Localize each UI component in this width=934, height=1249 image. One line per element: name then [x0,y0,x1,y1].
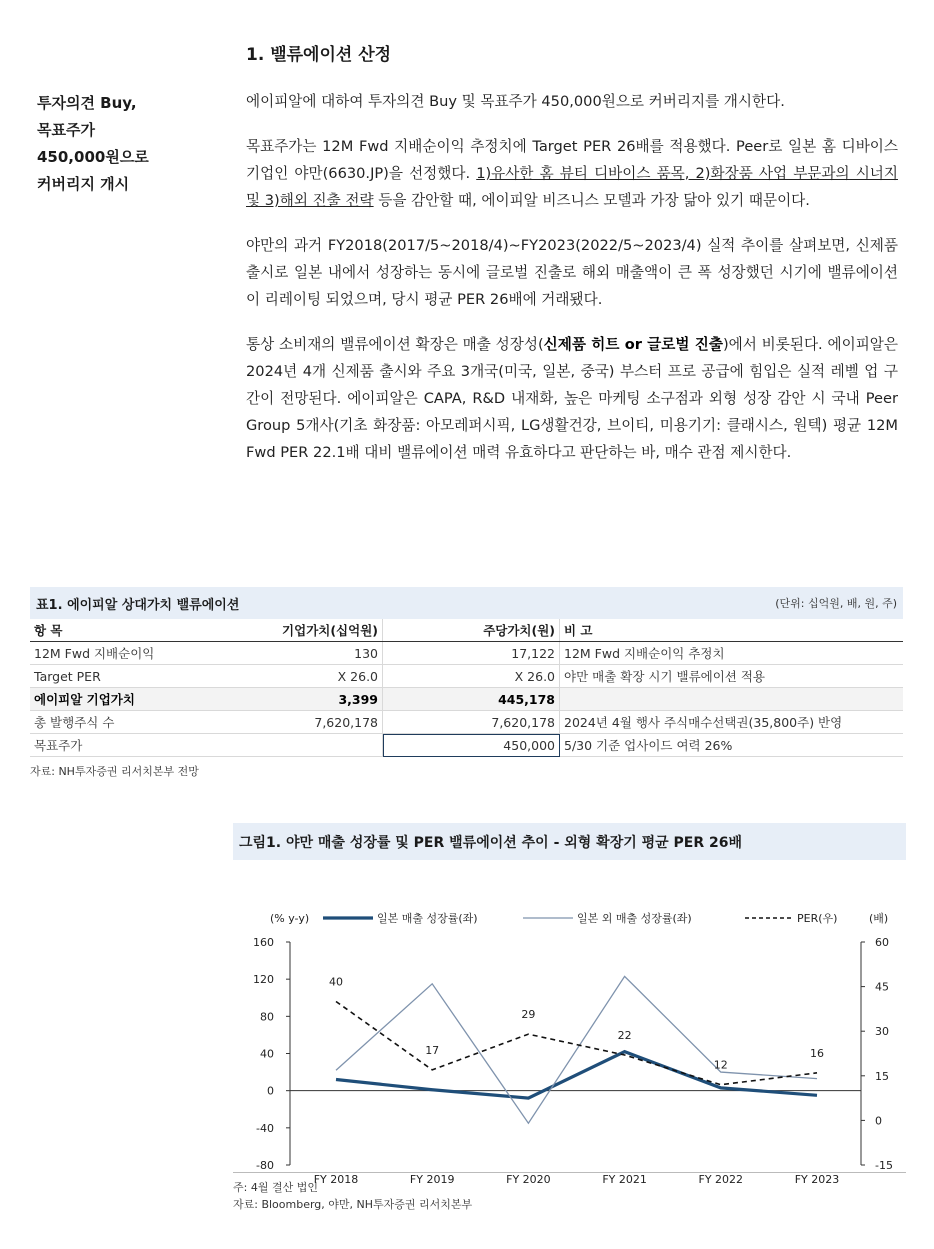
table-row-highlight [30,688,903,711]
x-tick-label: FY 2022 [698,1173,744,1186]
right-axis-title: (배) [869,912,889,925]
table-cell: 7,620,178 [252,711,383,734]
data-label: 16 [810,1046,824,1060]
data-label: 22 [617,1028,632,1042]
data-label: 29 [521,1008,536,1022]
paragraph-2-underlined: 1)유사한 홈 뷰티 디바이스 품목, 2)화장품 사업 부문과의 시너지 및 3)해외 진출 전략 [246,165,898,209]
table-cell: 2024년 4월 행사 주식매수선택권(35,800주) 반영 [560,711,904,734]
table-cell: 총 발행주식 수 [30,711,252,734]
table-cell: 130 [252,642,383,665]
left-tick-label: 160 [253,936,274,949]
left-tick-label: 0 [267,1084,274,1098]
right-tick-label: 0 [875,1114,882,1128]
series-line-2 [336,1001,817,1084]
line-chart [233,860,906,1186]
left-tick-label: 80 [260,1010,274,1024]
table-cell: 445,178 [383,688,560,711]
table-title: 표1. 에이피알 상대가치 밸류에이션 [36,597,240,613]
table-cell: 5/30 기준 업사이드 여력 26% [560,734,904,757]
chart-title: 그림1. 야만 매출 성장률 및 PER 밸류에이션 추이 - 외형 확장기 평균 PER 26배 [233,823,906,860]
section-title: 1. 밸류에이션 산정 [246,45,392,65]
left-axis-title: (% y-y) [270,912,310,925]
data-label: 12 [713,1058,728,1072]
x-tick-label: FY 2021 [602,1173,647,1186]
table-cell: 12M Fwd 지배순이익 [30,642,252,665]
x-tick-label: FY 2023 [794,1173,840,1186]
table-row [30,642,903,665]
left-tick-label: -80 [256,1159,274,1172]
legend-label-0: 일본 매출 성장률(좌) [377,912,478,925]
x-tick-label: FY 2020 [506,1173,551,1186]
valuation-table-block [30,587,903,779]
side-heading: 투자의견 Buy, 목표주가 450,000원으로 커버리지 개시 [37,94,149,193]
right-tick-label: 60 [875,936,889,949]
table-header-row [30,619,903,642]
right-tick-label: 30 [875,1025,889,1039]
right-tick-label: 45 [875,980,889,994]
series-line-1 [336,976,817,1123]
table-cell: 3,399 [252,688,383,711]
right-tick-label: 15 [875,1069,889,1083]
table-cell: Target PER [30,665,252,688]
paragraph-2 [246,133,898,214]
data-label: 40 [329,975,343,989]
table-unit: (단위: 십억원, 배, 원, 주) [775,597,897,610]
data-label: 17 [425,1043,440,1057]
chart-note: 주: 4월 결산 법인 [233,1181,318,1194]
table-cell: 목표주가 [30,734,252,757]
table-cell: X 26.0 [252,665,383,688]
table-cell: 12M Fwd 지배순이익 추정치 [560,642,904,665]
left-tick-label: 40 [260,1047,274,1061]
legend-label-2: PER(우) [797,912,838,925]
legend-label-1: 일본 외 매출 성장률(좌) [577,912,692,925]
table-row [30,711,903,734]
paragraph-4-part-a: 통상 소비재의 밸류에이션 확장은 매출 성장성( [246,336,544,353]
x-tick-label: FY 2019 [409,1173,455,1186]
col-header-per-share-value: 주당가치(원) [383,619,560,642]
table-row [30,734,903,757]
valuation-table [30,619,903,757]
table-cell: X 26.0 [383,665,560,688]
left-tick-label: 120 [253,973,274,987]
right-tick-label: -15 [875,1159,893,1172]
chart-source: 자료: Bloomberg, 야만, NH투자증권 리서치본부 [233,1198,473,1211]
table-cell: 에이피알 기업가치 [30,688,252,711]
paragraph-3: 야만의 과거 FY2018(2017/5~2018/4)~FY2023(2022/5~2023/4) 실적 추이를 살펴보면, 신제품 출시로 일본 내에서 성장하는 동시에 글로벌 진출로 해외 매출액이 큰 폭 성장했던 시기에 밸류에이션이 리레이팅 되었으며, 당시 평균 PER 26배에 거래됐다. [246,237,898,308]
body-text [246,88,898,484]
table-row [30,665,903,688]
table-cell: 17,122 [383,642,560,665]
col-header-remarks: 비 고 [560,619,904,642]
table-cell: 7,620,178 [383,711,560,734]
table-cell [252,734,383,757]
paragraph-4 [246,331,898,466]
x-tick-label: FY 2018 [313,1173,359,1186]
paragraph-2-part-a: 목표주가는 12M Fwd 지배순이익 추정치에 Target PER 26배를 적용했다. Peer로 일본 홈 디바이스 기업인 야만(6630.JP)을 선정했다. [246,138,898,182]
left-tick-label: -40 [256,1121,274,1135]
paragraph-2-part-b: 등을 감안할 때, 에이피알 비즈니스 모델과 가장 닮아 있기 때문이다. [373,192,810,209]
paragraph-4-part-c: )에서 비롯된다. 에이피알은 2024년 4개 신제품 출시와 주요 3개국(미국, 일본, 중국) 부스터 프로 공급에 힘입은 실적 레벨 업 구간이 전망된다. 에이피알은 CAPA, R&D 내재화, 높은 마케팅 소구점과 외형 성장 감안 시 국내 Peer Group 5개사(기초 화장품: 아모레퍼시픽, LG생활건강, 브이티, 미용기기: 클래시스, 원텍) 평균 12M Fwd PER 22.1배 대비 밸류에이션 매력 유효하다고 판단하는 바, 매수 관점 제시한다. [246,336,898,461]
paragraph-1: 에이피알에 대하여 투자의견 Buy 및 목표주가 450,000원으로 커버리지를 개시한다. [246,93,785,110]
target-price-cell: 450,000 [383,734,560,757]
col-header-enterprise-value: 기업가치(십억원) [252,619,383,642]
table-header-bar [30,587,903,619]
table-cell [560,688,904,711]
table-source: 자료: NH투자증권 리서치본부 전망 [30,765,199,778]
col-header-item: 항 목 [30,619,252,642]
paragraph-4-bold: 신제품 히트 or 글로벌 진출 [543,336,723,353]
chart-block [233,823,906,1213]
table-cell: 야만 매출 확장 시기 밸류에이션 적용 [560,665,904,688]
